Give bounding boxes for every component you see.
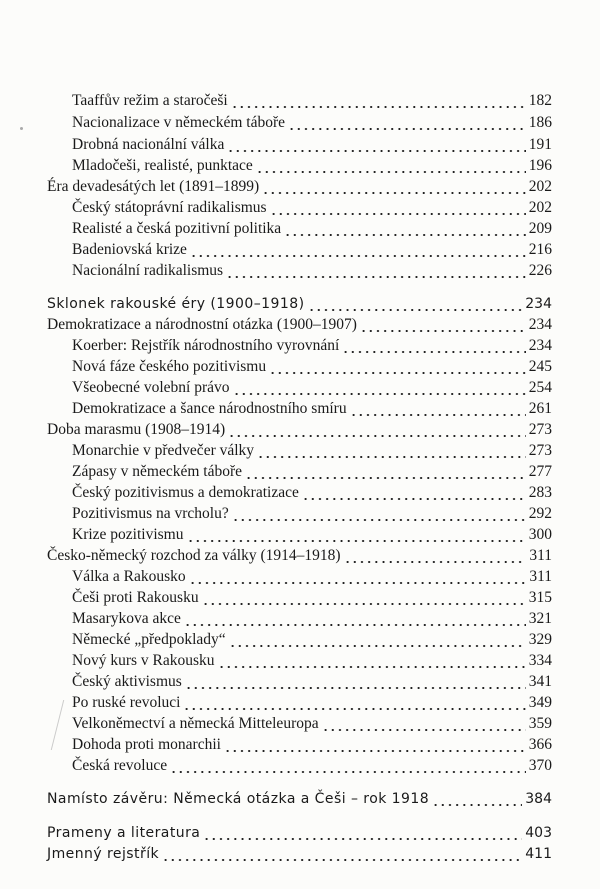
- toc-entry-page: 234: [528, 316, 552, 333]
- dot-leader: [226, 261, 526, 281]
- dot-leader: [162, 844, 522, 864]
- dot-leader: [262, 177, 526, 197]
- dot-leader: [288, 113, 526, 133]
- toc-entry: [72, 567, 552, 587]
- toc-entry-title: Německé „předpoklady“: [72, 631, 226, 648]
- toc-entry-title: Český státoprávní radikalismus: [72, 199, 267, 216]
- toc-entry: [47, 420, 552, 440]
- dot-leader: [224, 735, 526, 755]
- toc-entry-title: Nový kurs v Rakousku: [72, 652, 215, 669]
- toc-entry-title: Mladočeši, realisté, punktace: [72, 157, 253, 174]
- dot-leader: [245, 462, 526, 482]
- dot-leader: [189, 567, 527, 587]
- toc-entry-title: Sklonek rakouské éry (1900–1918): [47, 296, 305, 312]
- dot-leader: [231, 91, 526, 111]
- toc-entry: [72, 588, 552, 608]
- toc-entry: [72, 756, 552, 776]
- toc-entry-page: 292: [528, 505, 552, 522]
- toc-entry-page: 273: [528, 442, 552, 459]
- toc-entry: [72, 219, 552, 239]
- toc-entry-page: 349: [528, 694, 552, 711]
- toc-entry: [72, 91, 552, 111]
- toc-entry-title: Český aktivismus: [72, 673, 182, 690]
- toc-entry-page: 202: [528, 199, 552, 216]
- toc-entry-page: 186: [528, 114, 552, 131]
- toc-entry-page: 234: [525, 296, 552, 312]
- toc-entry-page: 209: [528, 220, 552, 237]
- dot-leader: [342, 336, 525, 356]
- dot-leader: [302, 483, 526, 503]
- toc-entry: [72, 609, 552, 629]
- toc-entry: [47, 315, 552, 335]
- toc-entry-title: Nová fáze českého pozitivismu: [72, 358, 267, 375]
- toc-entry-title: Monarchie v předvečer války: [72, 442, 255, 459]
- dot-leader: [344, 546, 527, 566]
- toc-entry: [72, 525, 552, 545]
- toc-entry-page: 234: [528, 337, 552, 354]
- toc-entry: [72, 693, 552, 713]
- toc-entry: [47, 294, 552, 314]
- toc-entry-title: Všeobecné volební právo: [72, 379, 230, 396]
- toc-entry-page: 341: [528, 673, 552, 690]
- toc-entry: [72, 462, 552, 482]
- dot-leader: [270, 198, 526, 218]
- toc-entry-title: Namísto závěru: Německá otázka a Češi – rok 1918: [47, 791, 430, 807]
- toc-entry-page: 245: [528, 358, 552, 375]
- toc-entry-title: Nacionální radikalismus: [72, 262, 224, 279]
- dot-leader: [218, 651, 526, 671]
- toc-entry: [72, 240, 552, 260]
- toc-entry-page: 359: [528, 715, 552, 732]
- toc-entry-title: Češi proti Rakousku: [72, 589, 199, 606]
- toc-entry-page: 311: [529, 568, 552, 585]
- toc-entry-page: 321: [528, 610, 552, 627]
- toc-entry: [47, 177, 552, 197]
- dot-leader: [360, 315, 526, 335]
- dot-leader: [308, 294, 523, 314]
- dot-leader: [229, 630, 526, 650]
- toc-entry-page: 202: [528, 178, 552, 195]
- dot-leader: [228, 420, 526, 440]
- toc-entry: [47, 789, 552, 809]
- toc-entry-title: Koerber: Rejstřík národnostního vyrovnání: [72, 337, 340, 354]
- toc-entry: [72, 630, 552, 650]
- dot-leader: [187, 525, 526, 545]
- toc-entry-page: 273: [528, 421, 552, 438]
- toc-entry: [72, 399, 552, 419]
- toc-entry: [72, 198, 552, 218]
- toc-entry-title: Pozitivismus na vrcholu?: [72, 505, 229, 522]
- toc-entry: [72, 135, 552, 155]
- toc-entry-title: Prameny a literatura: [47, 825, 201, 841]
- toc-entry-page: 370: [528, 757, 552, 774]
- dot-leader: [190, 240, 526, 260]
- toc-entry-page: 191: [528, 136, 552, 153]
- toc-entry-title: Badeniovská krize: [72, 241, 187, 258]
- toc-entry-page: 329: [528, 631, 552, 648]
- dot-leader: [322, 714, 526, 734]
- toc-entry-title: Realisté a česká pozitivní politika: [72, 220, 282, 237]
- dot-leader: [203, 823, 522, 843]
- toc-entry-page: 254: [528, 379, 552, 396]
- dot-leader: [227, 135, 525, 155]
- toc-entry: [72, 483, 552, 503]
- toc-entry-title: Velkoněmectví a německá Mitteleuropa: [72, 715, 319, 732]
- toc-entry-page: 182: [528, 92, 552, 109]
- toc-entry: [72, 714, 552, 734]
- toc-entry-page: 216: [528, 241, 552, 258]
- dot-leader: [257, 441, 526, 461]
- dot-leader: [202, 588, 526, 608]
- toc-entry-title: Po ruské revoluci: [72, 694, 181, 711]
- toc-entry-page: 277: [528, 463, 552, 480]
- dot-leader: [350, 399, 526, 419]
- toc-entry-page: 226: [528, 262, 552, 279]
- toc-entry: [47, 844, 552, 864]
- toc-entry-page: 311: [529, 547, 552, 564]
- toc-entry-title: Demokratizace a šance národnostního smíru: [72, 400, 347, 417]
- toc-entry: [72, 651, 552, 671]
- dot-leader: [284, 219, 526, 239]
- toc-entry: [72, 441, 552, 461]
- dot-leader: [232, 504, 526, 524]
- dot-leader: [185, 672, 526, 692]
- toc-entry-page: 366: [528, 736, 552, 753]
- toc-entry: [72, 378, 552, 398]
- toc-entry: [47, 546, 552, 566]
- toc-entry: [47, 823, 552, 843]
- toc-entry-title: Český pozitivismus a demokratizace: [72, 484, 299, 501]
- toc-entry-page: 196: [528, 157, 552, 174]
- toc-entry-title: Nacionalizace v německém táboře: [72, 114, 286, 131]
- toc-entry-page: 384: [525, 791, 552, 807]
- toc-entry: [72, 357, 552, 377]
- toc-entry-page: 261: [528, 400, 552, 417]
- toc-entry: [72, 672, 552, 692]
- toc-entry-page: 411: [525, 846, 552, 862]
- dot-leader: [432, 789, 522, 809]
- toc-entry: [72, 735, 552, 755]
- toc-entry-title: Taaffův režim a staročeši: [72, 92, 228, 109]
- dot-leader: [183, 693, 525, 713]
- dot-leader: [184, 609, 526, 629]
- dot-leader: [233, 378, 526, 398]
- toc-entry-page: 403: [525, 825, 552, 841]
- toc-entry: [72, 156, 552, 176]
- toc-entry-page: 334: [528, 652, 552, 669]
- toc-entry-title: Dohoda proti monarchii: [72, 736, 221, 753]
- toc-entry: [72, 504, 552, 524]
- toc-entry-title: Éra devadesátých let (1891–1899): [47, 178, 260, 195]
- toc-entry-title: Česká revoluce: [72, 757, 168, 774]
- dot-leader: [170, 756, 526, 776]
- dot-leader: [269, 357, 526, 377]
- toc-entry: [72, 113, 552, 133]
- dot-leader: [256, 156, 526, 176]
- toc-entry-title: Česko-německý rozchod za války (1914–1918): [47, 547, 341, 564]
- toc-entry-title: Masarykova akce: [72, 610, 181, 627]
- toc-entry-title: Demokratizace a národnostní otázka (1900–1907): [47, 316, 357, 333]
- toc-entry-page: 315: [528, 589, 552, 606]
- toc-entry: [72, 261, 552, 281]
- toc-entry: [72, 336, 552, 356]
- toc-entry-title: Válka a Rakousko: [72, 568, 186, 585]
- speck-mark: [20, 127, 23, 130]
- toc-entry-title: Jmenný rejstřík: [47, 846, 160, 862]
- toc-entry-page: 283: [528, 484, 552, 501]
- toc-entry-page: 300: [528, 526, 552, 543]
- toc-entry-title: Drobná nacionální válka: [72, 136, 225, 153]
- toc-entry-title: Doba marasmu (1908–1914): [47, 421, 226, 438]
- toc-entry-title: Zápasy v německém táboře: [72, 463, 242, 480]
- toc-entry-title: Krize pozitivismu: [72, 526, 184, 543]
